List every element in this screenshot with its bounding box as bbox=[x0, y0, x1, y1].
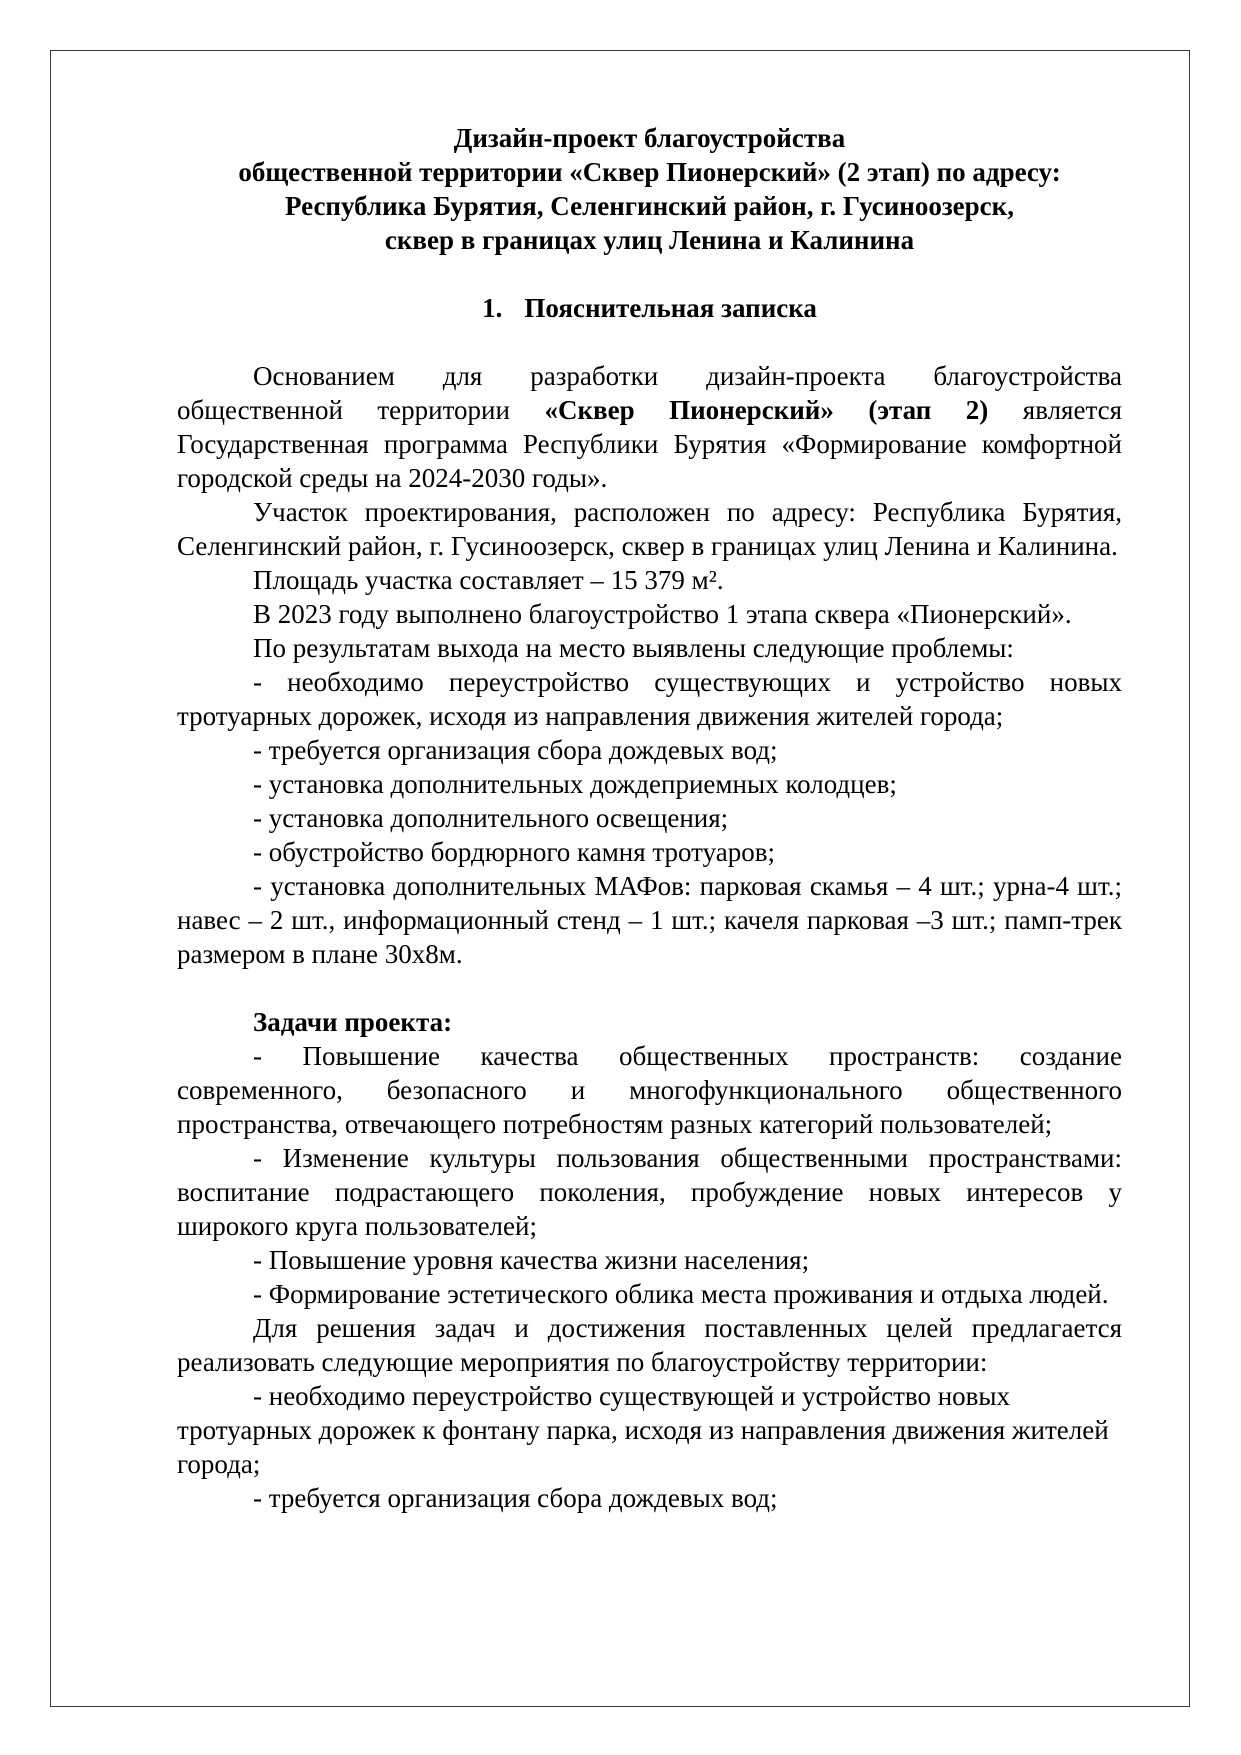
basis-text-1: Основанием для разработки дизайн-проекта благоустройства общественной территории bbox=[177, 361, 1122, 425]
problem-item: - требуется организация сбора дождевых вод; bbox=[253, 735, 778, 765]
location-paragraph: Участок проектирования, расположен по адресу: Республика Бурятия, Селенгинский район, г. Гусиноозерск, сквер в границах улиц Ленина и Калинина. bbox=[177, 497, 1122, 561]
basis-project-name: «Сквер Пионерский» (этап 2) bbox=[544, 395, 989, 425]
task-item: - Повышение уровня качества жизни населения; bbox=[253, 1245, 810, 1275]
spacer bbox=[177, 971, 1122, 1005]
basis-paragraph bbox=[177, 359, 1122, 495]
measure-item: - требуется организация сбора дождевых вод; bbox=[253, 1483, 778, 1513]
task-item: - Повышение качества общественных пространств: создание современного, безопасного и многофункционального общественного пространства, отвечающего потребностям разных категорий пользователей; bbox=[177, 1041, 1122, 1139]
title-line-1: Дизайн-проект благоустройства bbox=[453, 123, 846, 153]
problem-item: - установка дополнительных МАФов: парковая скамья – 4 шт.; урна-4 шт.; навес – 2 шт., информационный стенд – 1 шт.; качеля парковая –3 шт.; памп-трек размером в плане 30х8м. bbox=[177, 871, 1122, 969]
title-line-3: Республика Бурятия, Селенгинский район, г. Гусиноозерск, bbox=[285, 191, 1014, 221]
task-item: - Формирование эстетического облика места проживания и отдыха людей. bbox=[253, 1279, 1109, 1309]
problem-item: - установка дополнительного освещения; bbox=[253, 803, 729, 833]
section-title: Пояснительная записка bbox=[524, 293, 817, 323]
document-body bbox=[177, 121, 1122, 1515]
basis-text-2: является Государственная программа Республики Бурятия «Формирование комфортной городской среды на 2024-2030 годы». bbox=[177, 395, 1122, 493]
section-number: 1. bbox=[482, 293, 503, 323]
measures-intro: Для решения задач и достижения поставленных целей предлагается реализовать следующие мероприятия по благоустройству территории: bbox=[177, 1313, 1122, 1377]
document-title bbox=[177, 121, 1122, 257]
task-item: - Изменение культуры пользования общественными пространствами: воспитание подрастающего поколения, пробуждение новых интересов у широкого круга пользователей; bbox=[177, 1143, 1122, 1241]
problem-item: - установка дополнительных дождеприемных колодцев; bbox=[253, 769, 897, 799]
problem-item: - обустройство бордюрного камня тротуаров; bbox=[253, 837, 775, 867]
title-line-2: общественной территории «Сквер Пионерский» (2 этап) по адресу: bbox=[238, 157, 1061, 187]
problems-intro: По результатам выхода на место выявлены следующие проблемы: bbox=[253, 633, 1014, 663]
title-line-4: сквер в границах улиц Ленина и Калинина bbox=[384, 225, 915, 255]
problem-item: - необходимо переустройство существующих и устройство новых тротуарных дорожек, исходя из направления движения жителей города; bbox=[177, 667, 1122, 731]
measure-item: - необходимо переустройство существующей и устройство новых тротуарных дорожек к фонтану парка, исходя из направления движения жителей города; bbox=[177, 1381, 1109, 1479]
section-heading bbox=[177, 291, 1122, 325]
tasks-heading: Задачи проекта: bbox=[253, 1007, 453, 1037]
area-paragraph: Площадь участка составляет – 15 379 м². bbox=[253, 565, 724, 595]
stage1-paragraph: В 2023 году выполнено благоустройство 1 этапа сквера «Пионерский». bbox=[253, 599, 1072, 629]
